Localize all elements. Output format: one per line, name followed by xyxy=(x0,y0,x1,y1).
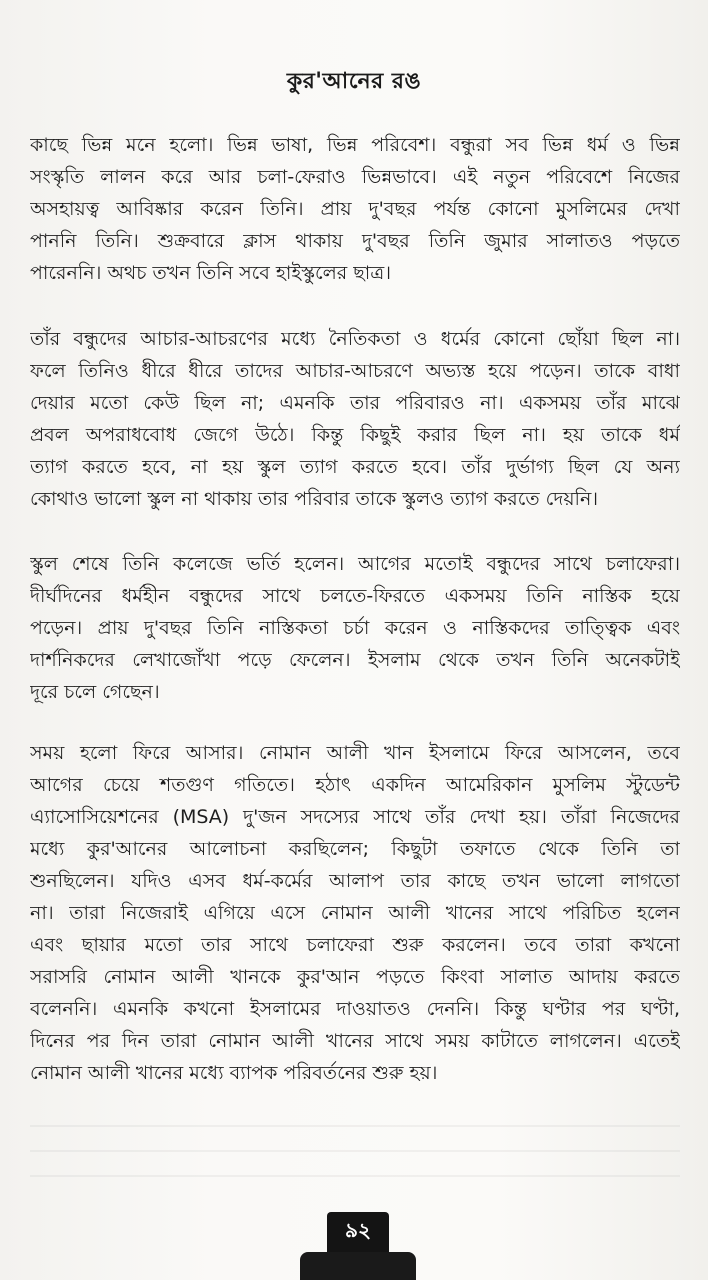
paragraph-line: সময় হলো ফিরে আসার। নোমান আলী খান ইসলামে ফিরে আসলেন, তবে xyxy=(30,742,680,764)
running-header: কুর'আনের রঙ xyxy=(286,69,422,94)
paragraph-line: এ্যাসোসিয়েশনের (MSA) দু'জন সদস্যের সাথে তাঁর দেখা হয়। তাঁরা নিজেদের xyxy=(30,806,680,828)
paragraph-4 xyxy=(30,737,680,1089)
paragraph-line: পাননি তিনি। শুক্রবারে ক্লাস থাকায় দু'বছর তিনি জুমার সালাতও পড়তে xyxy=(30,230,680,252)
paragraph-line: স্কুল শেষে তিনি কলেজে ভর্তি হলেন। আগের মতোই বন্ধুদের সাথে চলাফেরা। xyxy=(30,553,680,575)
paragraph-line: কোথাও ভালো স্কুল না থাকায় তার পরিবার তাকে স্কুলও ত্যাগ করতে দেয়নি। xyxy=(30,488,599,510)
paragraph-line: পারেননি। অথচ তখন তিনি সবে হাইস্কুলের ছাত্র। xyxy=(30,262,392,284)
paragraph-line: তাঁর বন্ধুদের আচার-আচরণের মধ্যে নৈতিকতা ও ধর্মের কোনো ছোঁয়া ছিল না। xyxy=(30,328,680,350)
paragraph-line: সরাসরি নোমান আলী খানকে কুর'আন পড়তে কিংবা সালাত আদায় করতে xyxy=(30,966,680,988)
page-bottom-shadow xyxy=(300,1252,416,1280)
paragraph-2 xyxy=(30,323,680,515)
paragraph-line: ফলে তিনিও ধীরে ধীরে তাদের আচার-আচরণে অভ্যস্ত হয়ে পড়েন। তাকে বাধা xyxy=(30,360,680,382)
paragraph-line: এবং ছায়ার মতো তার সাথে চলাফেরা শুরু করলেন। তবে তারা কখনো xyxy=(30,934,680,956)
paragraph-line: সংস্কৃতি লালন করে আর চলা-ফেরাও ভিন্নভাবে। এই নতুন পরিবেশে নিজের xyxy=(30,166,680,188)
paragraph-line: শুনছিলেন। যদিও এসব ধর্ম-কর্মের আলাপ তার কাছে তখন ভালো লাগতো xyxy=(30,870,680,892)
paragraph-1 xyxy=(30,129,680,289)
page-number: ৯২ xyxy=(345,1217,371,1242)
paragraph-3 xyxy=(30,548,680,708)
paragraph-line: দিনের পর দিন তারা নোমান আলী খানের সাথে সময় কাটাতে লাগলেন। এতেই xyxy=(30,1030,680,1052)
paragraph-line: দেয়ার মতো কেউ ছিল না; এমনকি তার পরিবারও না। একসময় তাঁর মাঝে xyxy=(30,392,680,414)
paragraph-line: প্রবল অপরাধবোধ জেগে উঠে। কিন্তু কিছুই করার ছিল না। হয় তাকে ধর্ম xyxy=(30,424,680,446)
show-through-line xyxy=(30,1150,680,1152)
paragraph-line: দার্শনিকদের লেখাজোঁখা পড়ে ফেলেন। ইসলাম থেকে তখন তিনি অনেকটাই xyxy=(30,649,680,671)
paragraph-line: মধ্যে কুর'আনের আলোচনা করছিলেন; কিছুটা তফাতে থেকে তিনি তা xyxy=(30,838,680,860)
paragraph-line: পড়েন। প্রায় দু'বছর তিনি নাস্তিকতা চর্চা করেন ও নাস্তিকদের তাত্ত্বিক এবং xyxy=(30,617,680,639)
paragraph-line: বলেননি। এমনকি কখনো ইসলামের দাওয়াতও দেননি। কিন্তু ঘণ্টার পর ঘণ্টা, xyxy=(30,998,680,1020)
paragraph-line: দূরে চলে গেছেন। xyxy=(30,681,160,703)
paragraph-line: অসহায়ত্ব আবিষ্কার করেন তিনি। প্রায় দু'বছর পর্যন্ত কোনো মুসলিমের দেখা xyxy=(30,198,680,220)
paragraph-line: ত্যাগ করতে হবে, না হয় স্কুল ত্যাগ করতে হবে। তাঁর দুর্ভাগ্য ছিল যে অন্য xyxy=(30,456,680,478)
show-through-line xyxy=(30,1125,680,1127)
show-through-line xyxy=(30,1175,680,1177)
paragraph-line: নোমান আলী খানের মধ্যে ব্যাপক পরিবর্তনের শুরু হয়। xyxy=(30,1062,438,1084)
paragraph-line: না। তারা নিজেরাই এগিয়ে এসে নোমান আলী খানের সাথে পরিচিত হলেন xyxy=(30,902,680,924)
paragraph-line: কাছে ভিন্ন মনে হলো। ভিন্ন ভাষা, ভিন্ন পরিবেশ। বন্ধুরা সব ভিন্ন ধর্ম ও ভিন্ন xyxy=(30,134,680,156)
page-number-badge xyxy=(327,1212,389,1252)
paragraph-line: দীর্ঘদিনের ধর্মহীন বন্ধুদের সাথে চলতে-ফিরতে একসময় তিনি নাস্তিক হয়ে xyxy=(30,585,680,607)
paragraph-line: আগের চেয়ে শতগুণ গতিতে। হঠাৎ একদিন আমেরিকান মুসলিম স্টুডেন্ট xyxy=(30,774,680,796)
